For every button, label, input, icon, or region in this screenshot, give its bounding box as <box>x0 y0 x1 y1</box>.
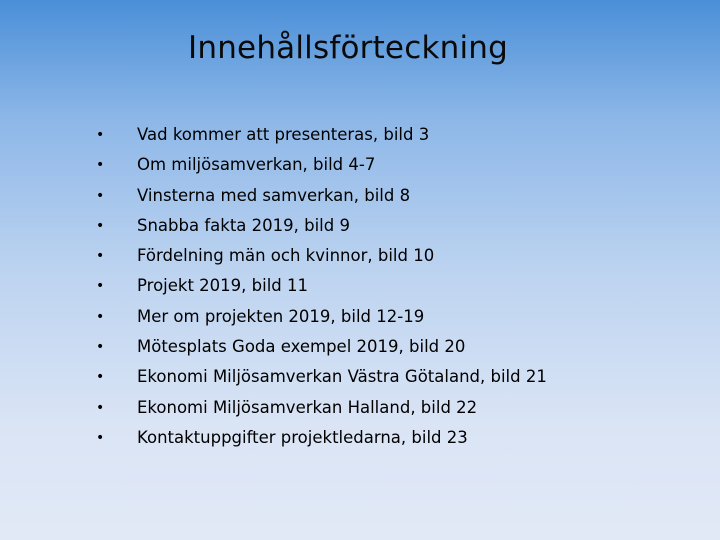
list-item-text: Ekonomi Miljösamverkan Västra Götaland, bild 21 <box>137 367 547 387</box>
bullet-icon: • <box>96 248 105 265</box>
bullet-icon: • <box>96 187 105 204</box>
list-item-text: Snabba fakta 2019, bild 9 <box>137 215 350 235</box>
bullet-icon: • <box>96 127 105 143</box>
list-item-text: Kontaktuppgifter projektledarna, bild 23 <box>137 427 468 447</box>
list-item-text: Projekt 2019, bild 11 <box>137 276 309 296</box>
list-item-text: Fördelning män och kvinnor, bild 10 <box>137 246 435 266</box>
bullet-icon: • <box>96 217 105 234</box>
bullet-icon: • <box>96 339 105 356</box>
bullet-icon: • <box>96 399 105 416</box>
list-item-text: Mer om projekten 2019, bild 12-19 <box>137 306 425 326</box>
list-item-text: Mötesplats Goda exempel 2019, bild 20 <box>137 337 466 357</box>
list-item-text: Vinsterna med samverkan, bild 8 <box>137 185 411 205</box>
bullet-icon: • <box>96 278 105 295</box>
list-item-text: Om miljösamverkan, bild 4-7 <box>137 155 376 175</box>
list-item-text: Ekonomi Miljösamverkan Halland, bild 22 <box>137 397 478 417</box>
bullet-icon: • <box>96 369 105 386</box>
bullet-icon: • <box>96 157 105 174</box>
bullet-icon: • <box>96 429 105 446</box>
slide-title: Innehållsförteckning <box>188 30 508 66</box>
list-item-text: Vad kommer att presenteras, bild 3 <box>137 125 430 144</box>
bullet-icon: • <box>96 308 105 325</box>
